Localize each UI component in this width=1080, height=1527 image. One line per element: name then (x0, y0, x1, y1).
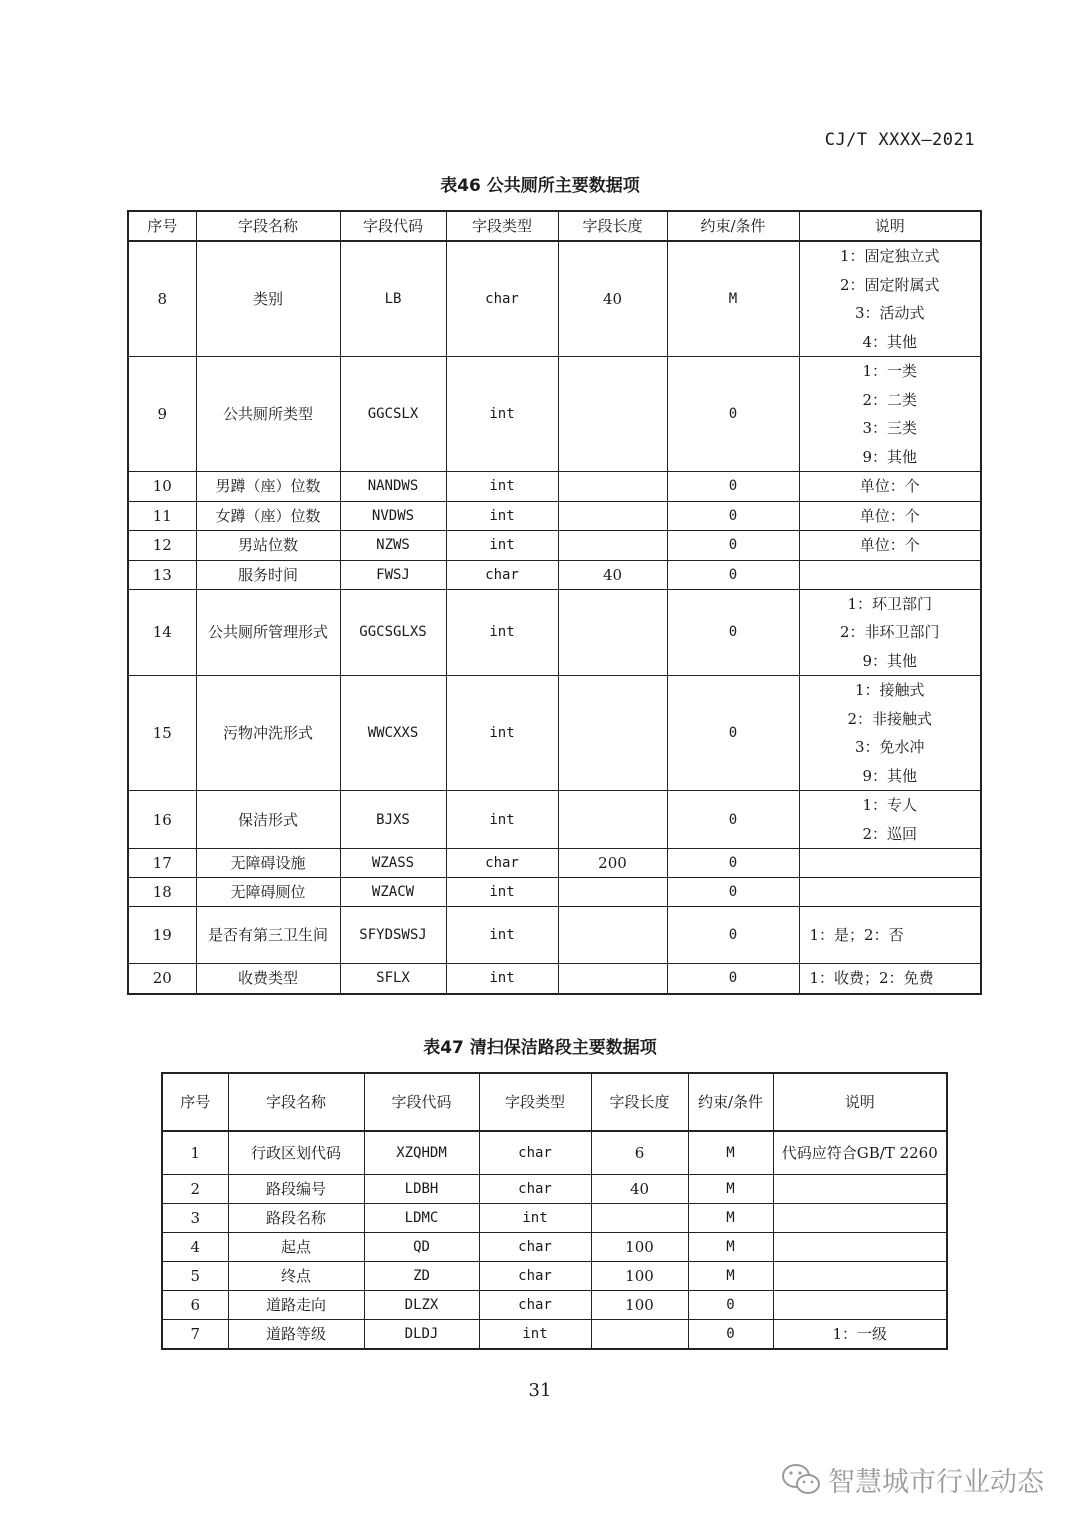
table-row (128, 964, 981, 994)
table46-cell-type: int (446, 501, 558, 531)
desc-line: 2：二类 (862, 390, 918, 409)
table47-header-cell: 序号 (162, 1073, 228, 1131)
table46-cell-name: 类别 (196, 241, 340, 357)
table46-cell-code: WZASS (340, 849, 446, 878)
table47-header-cell: 说明 (773, 1073, 947, 1131)
table46-cell-desc (799, 531, 981, 561)
table47-cell-length (591, 1203, 688, 1232)
table46-cell-length (558, 472, 667, 502)
table46-cell-length (558, 676, 667, 791)
table46-cell-code: FWSJ (340, 560, 446, 589)
table47-cell-name: 终点 (228, 1261, 364, 1290)
table46-cell-code: GGCSGLXS (340, 589, 446, 676)
table47-cell-constraint: M (688, 1131, 773, 1174)
table46-cell-desc (799, 589, 981, 676)
table47 (161, 1072, 948, 1350)
table-row (162, 1131, 947, 1174)
table47-cell-length: 40 (591, 1174, 688, 1203)
table46-header-cell: 说明 (799, 211, 981, 241)
table46-header-cell: 字段类型 (446, 211, 558, 241)
table47-cell-name: 行政区划代码 (228, 1131, 364, 1174)
desc-line: 3：三类 (862, 419, 918, 437)
desc-line: 1：环卫部门 (847, 594, 933, 613)
table46-header-cell: 字段名称 (196, 211, 340, 241)
table46-cell-no: 16 (128, 791, 196, 849)
table47-cell-name: 起点 (228, 1232, 364, 1261)
table46-cell-name: 收费类型 (196, 964, 340, 994)
table46-cell-length (558, 531, 667, 561)
table46 (127, 210, 982, 995)
table47-cell-length: 100 (591, 1232, 688, 1261)
table-row (128, 907, 981, 964)
table46-cell-name: 是否有第三卫生间 (196, 907, 340, 964)
table46-cell-name: 女蹲（座）位数 (196, 501, 340, 531)
table46-cell-length (558, 589, 667, 676)
table46-cell-constraint: 0 (667, 878, 799, 907)
table46-cell-no: 10 (128, 472, 196, 502)
table47-cell-code: ZD (364, 1261, 479, 1290)
table46-cell-type: char (446, 560, 558, 589)
table47-cell-desc: 代码应符合GB/T 2260 (773, 1131, 947, 1174)
table46-cell-constraint: 0 (667, 357, 799, 472)
table46-cell-constraint: 0 (667, 849, 799, 878)
desc-line: 1：接触式 (854, 681, 925, 699)
table47-cell-code: LDMC (364, 1203, 479, 1232)
table47-cell-desc (773, 1290, 947, 1319)
table47-caption: 表47 清扫保洁路段主要数据项 (423, 1038, 657, 1058)
table46-cell-code: SFLX (340, 964, 446, 994)
table47-cell-code: LDBH (364, 1174, 479, 1203)
table47-cell-no: 3 (162, 1203, 228, 1232)
table47-header-cell: 字段代码 (364, 1073, 479, 1131)
table46-cell-name: 保洁形式 (196, 791, 340, 849)
table-row (128, 849, 981, 878)
table46-cell-type: char (446, 849, 558, 878)
desc-line: 1：专人 (862, 796, 918, 814)
table47-cell-type: int (479, 1203, 591, 1232)
table47-cell-constraint: M (688, 1203, 773, 1232)
table46-cell-constraint: 0 (667, 907, 799, 964)
table47-cell-constraint: M (688, 1261, 773, 1290)
table-row (162, 1290, 947, 1319)
table46-cell-length (558, 907, 667, 964)
table47-header-cell: 字段长度 (591, 1073, 688, 1131)
table-row (162, 1232, 947, 1261)
table46-cell-no: 8 (128, 241, 196, 357)
table47-cell-constraint: M (688, 1232, 773, 1261)
table47-cell-constraint: 0 (688, 1319, 773, 1349)
table46-cell-name: 公共厕所类型 (196, 357, 340, 472)
table46-cell-constraint: 0 (667, 676, 799, 791)
table47-cell-no: 1 (162, 1131, 228, 1174)
table46-cell-no: 12 (128, 531, 196, 561)
table46-cell-length (558, 964, 667, 994)
table46-header-cell: 字段长度 (558, 211, 667, 241)
table46-cell-code: SFYDSWSJ (340, 907, 446, 964)
table47-cell-desc: 1：一级 (773, 1319, 947, 1349)
table46-cell-name: 无障碍设施 (196, 849, 340, 878)
table-row (128, 676, 981, 791)
table46-cell-code: NANDWS (340, 472, 446, 502)
desc-line: 2：非接触式 (847, 709, 933, 728)
table-row (128, 589, 981, 676)
table46-cell-code: NVDWS (340, 501, 446, 531)
table46-cell-code: WWCXXS (340, 676, 446, 791)
table46-cell-code: GGCSLX (340, 357, 446, 472)
table47-cell-type: char (479, 1232, 591, 1261)
table46-cell-desc (799, 878, 981, 907)
table46-cell-no: 15 (128, 676, 196, 791)
table47-cell-type: char (479, 1174, 591, 1203)
table46-cell-constraint: 0 (667, 501, 799, 531)
table46-cell-desc (799, 241, 981, 357)
table46-cell-length (558, 501, 667, 531)
table46-cell-desc (799, 560, 981, 589)
table-row (128, 560, 981, 589)
table47-cell-length: 100 (591, 1261, 688, 1290)
watermark (780, 1460, 1044, 1499)
desc-line: 2：非环卫部门 (839, 623, 940, 641)
table47-header-row (162, 1073, 947, 1131)
desc-line: 3：活动式 (854, 304, 925, 322)
table46-cell-constraint: 0 (667, 560, 799, 589)
table46-cell-no: 13 (128, 560, 196, 589)
table46-cell-constraint: 0 (667, 472, 799, 502)
table46-cell-desc (799, 472, 981, 502)
table46-cell-type: char (446, 241, 558, 357)
table46-cell-no: 18 (128, 878, 196, 907)
table46-cell-name: 服务时间 (196, 560, 340, 589)
table46-cell-code: WZACW (340, 878, 446, 907)
table46-cell-type: int (446, 791, 558, 849)
table47-cell-type: char (479, 1261, 591, 1290)
desc-line: 4：其他 (862, 332, 918, 351)
table46-cell-type: int (446, 357, 558, 472)
table46-cell-name: 男站位数 (196, 531, 340, 561)
desc-line: 1：收费；2：免费 (809, 969, 934, 987)
desc-line: 2：巡回 (862, 824, 918, 843)
table46-cell-desc (799, 907, 981, 964)
document-code: CJ/T XXXX—2021 (824, 130, 975, 150)
table47-cell-desc (773, 1203, 947, 1232)
table46-cell-length (558, 791, 667, 849)
desc-line: 1：一类 (862, 362, 918, 380)
table-row (128, 472, 981, 502)
table46-cell-type: int (446, 964, 558, 994)
desc-line: 9：其他 (862, 766, 918, 785)
table46-cell-desc (799, 791, 981, 849)
desc-line: 单位：个 (859, 536, 920, 554)
table46-cell-no: 14 (128, 589, 196, 676)
table47-cell-name: 路段名称 (228, 1203, 364, 1232)
table46-cell-code: LB (340, 241, 446, 357)
table46-cell-constraint: 0 (667, 791, 799, 849)
table46-cell-no: 17 (128, 849, 196, 878)
table46-cell-code: BJXS (340, 791, 446, 849)
page-number: 31 (528, 1380, 552, 1401)
desc-line: 3：免水冲 (854, 738, 925, 756)
table46-cell-length: 40 (558, 560, 667, 589)
table46-cell-desc (799, 357, 981, 472)
table46-cell-desc (799, 676, 981, 791)
table47-cell-name: 路段编号 (228, 1174, 364, 1203)
desc-line: 1：是；2：否 (809, 925, 904, 944)
table-row (128, 531, 981, 561)
table46-header-row (128, 211, 981, 241)
table46-cell-no: 9 (128, 357, 196, 472)
table47-cell-no: 2 (162, 1174, 228, 1203)
table46-cell-name: 污物冲洗形式 (196, 676, 340, 791)
watermark-text: 智慧城市行业动态 (828, 1467, 1044, 1498)
table47-cell-name: 道路走向 (228, 1290, 364, 1319)
table47-cell-no: 7 (162, 1319, 228, 1349)
table-row (128, 878, 981, 907)
table47-cell-constraint: M (688, 1174, 773, 1203)
table47-cell-code: DLDJ (364, 1319, 479, 1349)
table46-cell-name: 公共厕所管理形式 (196, 589, 340, 676)
table47-cell-type: char (479, 1131, 591, 1174)
table46-cell-type: int (446, 907, 558, 964)
table46-cell-code: NZWS (340, 531, 446, 561)
table47-cell-name: 道路等级 (228, 1319, 364, 1349)
table46-cell-desc (799, 501, 981, 531)
desc-line: 9：其他 (862, 447, 918, 466)
desc-line: 9：其他 (862, 651, 918, 670)
table-row (128, 501, 981, 531)
desc-line: 单位：个 (859, 477, 920, 495)
table47-cell-code: DLZX (364, 1290, 479, 1319)
table46-cell-type: int (446, 676, 558, 791)
table47-header-cell: 字段名称 (228, 1073, 364, 1131)
table46-cell-length: 200 (558, 849, 667, 878)
table-row (128, 241, 981, 357)
table-row (128, 791, 981, 849)
table47-cell-no: 5 (162, 1261, 228, 1290)
desc-line: 1：固定独立式 (839, 247, 940, 265)
table46-cell-constraint: 0 (667, 531, 799, 561)
table46-cell-length: 40 (558, 241, 667, 357)
table-row (162, 1261, 947, 1290)
table46-cell-no: 20 (128, 964, 196, 994)
desc-line: 2：固定附属式 (839, 275, 940, 294)
table46-cell-name: 男蹲（座）位数 (196, 472, 340, 502)
table47-cell-type: int (479, 1319, 591, 1349)
table-row (162, 1319, 947, 1349)
desc-line: 单位：个 (859, 506, 920, 525)
table46-cell-desc (799, 849, 981, 878)
table47-cell-desc (773, 1174, 947, 1203)
table47-cell-desc (773, 1232, 947, 1261)
table47-cell-length: 100 (591, 1290, 688, 1319)
table47-cell-code: XZQHDM (364, 1131, 479, 1174)
table46-cell-type: int (446, 878, 558, 907)
table46-cell-desc (799, 964, 981, 994)
table46-cell-type: int (446, 531, 558, 561)
table46-header-cell: 约束/条件 (667, 211, 799, 241)
table47-cell-length (591, 1319, 688, 1349)
table-row (162, 1203, 947, 1232)
table47-cell-code: QD (364, 1232, 479, 1261)
wechat-icon (780, 1462, 822, 1498)
table46-header-cell: 字段代码 (340, 211, 446, 241)
table47-cell-length: 6 (591, 1131, 688, 1174)
table46-cell-length (558, 357, 667, 472)
table46-cell-type: int (446, 589, 558, 676)
table47-cell-constraint: 0 (688, 1290, 773, 1319)
table46-cell-name: 无障碍厕位 (196, 878, 340, 907)
table46-cell-no: 19 (128, 907, 196, 964)
table47-header-cell: 约束/条件 (688, 1073, 773, 1131)
table46-header-cell: 序号 (128, 211, 196, 241)
table-row (128, 357, 981, 472)
table47-cell-no: 4 (162, 1232, 228, 1261)
table47-cell-type: char (479, 1290, 591, 1319)
table46-caption: 表46 公共厕所主要数据项 (440, 176, 640, 196)
table46-cell-constraint: 0 (667, 589, 799, 676)
table46-cell-constraint: M (667, 241, 799, 357)
table46-cell-length (558, 878, 667, 907)
table47-header-cell: 字段类型 (479, 1073, 591, 1131)
table47-cell-desc (773, 1261, 947, 1290)
table46-cell-no: 11 (128, 501, 196, 531)
table47-cell-no: 6 (162, 1290, 228, 1319)
table-row (162, 1174, 947, 1203)
table46-cell-type: int (446, 472, 558, 502)
table46-cell-constraint: 0 (667, 964, 799, 994)
